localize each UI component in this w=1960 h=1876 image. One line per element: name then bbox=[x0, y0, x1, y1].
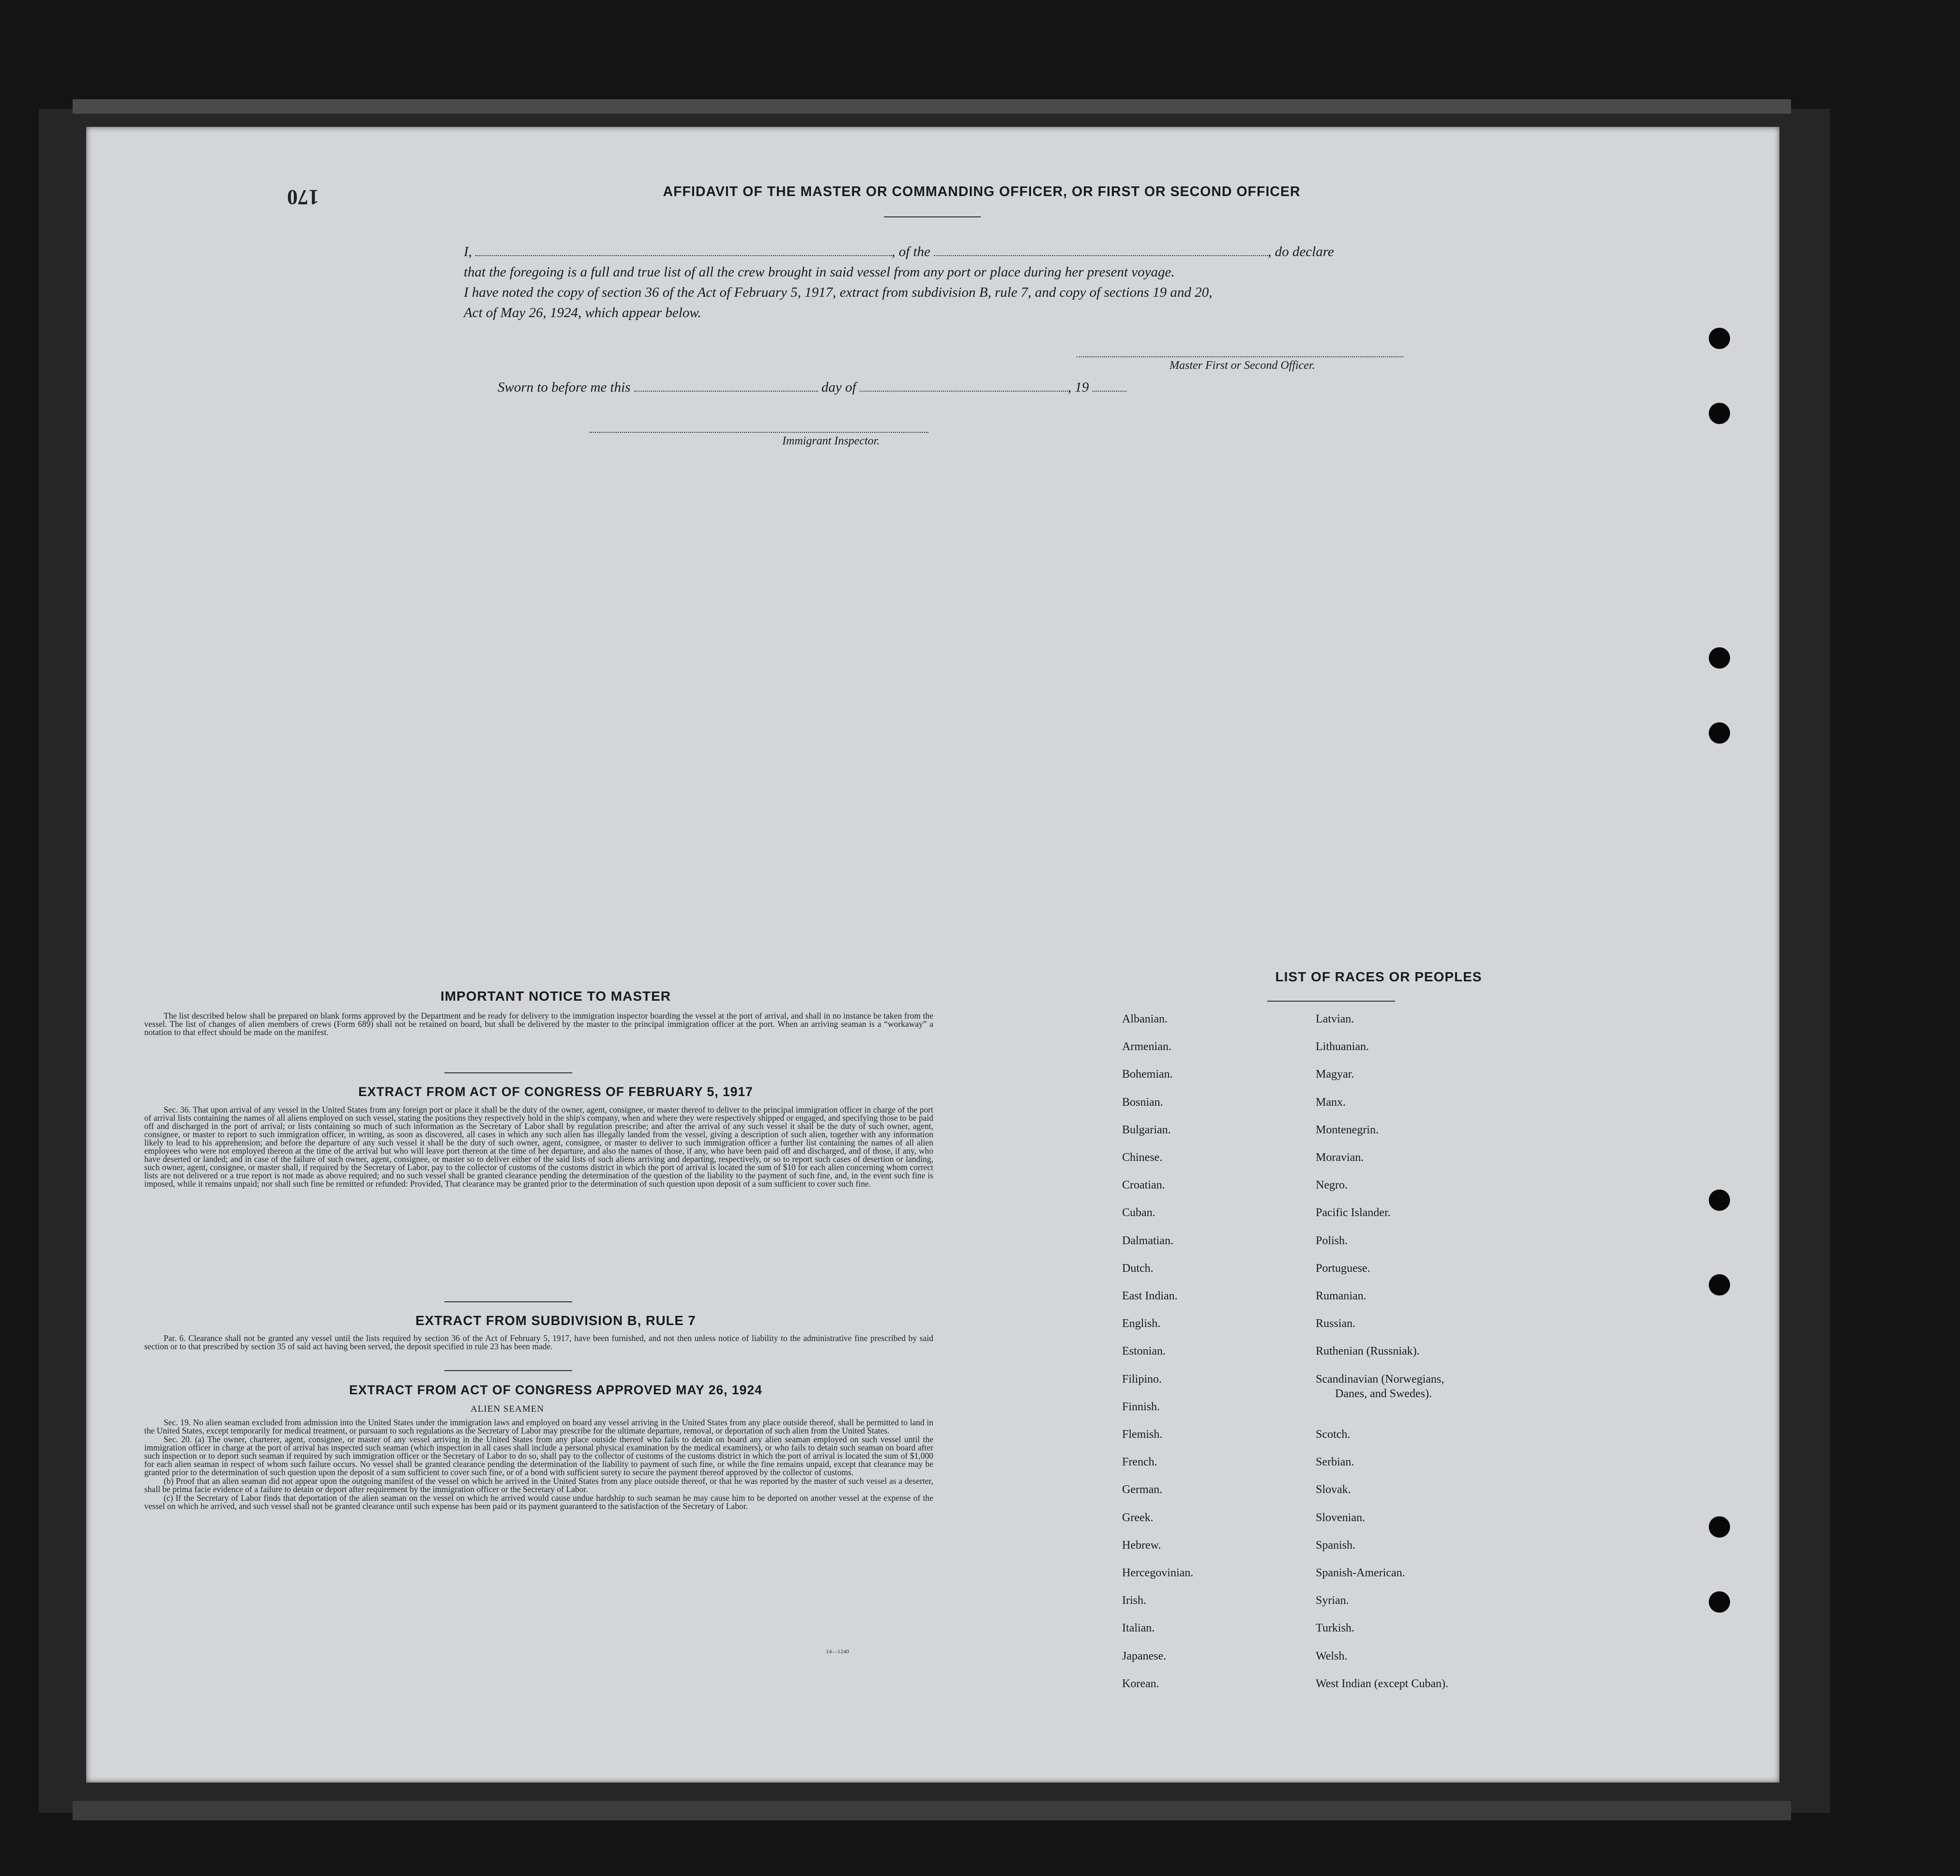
binder-hole bbox=[1709, 1190, 1730, 1211]
race-item: Portuguese. bbox=[1316, 1262, 1370, 1275]
binder-hole bbox=[1709, 1516, 1730, 1538]
affidavit-line-2: that the foregoing is a full and true list of all the crew brought in said vessel from any port or place during her present voyage. bbox=[464, 264, 1175, 280]
form-number: 14—1240 bbox=[826, 1648, 849, 1655]
divider bbox=[444, 1072, 572, 1073]
race-item: Armenian. bbox=[1122, 1040, 1171, 1053]
vessel-blank bbox=[934, 253, 1268, 256]
section-36-paragraph: Sec. 36. That upon arrival of any vessel in the United States from any foreign port or place it shall be the duty of the owner, agent, consignee, or master thereof to deliver to the principal immigration officer in charge of the port of arrival lists containing the names of all aliens employed on such vessel, stating the positions they respectively hold in the ship's company, when and where they were respectively shipped or engaged, and specifying those to be paid off and discharged in the port of arrival; or lists containing so much of such information as the Secretary of Labor shall by regulation prescribe; and after the arrival of any such vessel it shall be the duty of such owner, agent, consignee, or master to report to such immigration officer, in writing, as soon as discovered, all cases in which any such alien has illegally landed from the vessel, giving a description of such alien, together with any information likely to lead to his apprehension; and before the departure of any such vessel it shall be the duty of such owner, agent, consignee, or master to deliver to such immigration officer a further list containing the names of all alien employees who were not employed thereon at the time of the arrival but who will leave port thereon at the time of her departure, and also the names of those, if any, who have been paid off and discharged, and of those, if any, who have deserted or landed; and in case of the failure of such owner, agent, consignee, or master so to deliver either of the said lists of such aliens arriving and departing, respectively, or so to report such cases of desertion or landing, such owner, agent, consignee, or master shall, if required by the Secretary of Labor, pay to the collector of customs of the customs district in which the port of arrival is located the sum of $10 for each alien concerning whom correct lists are not delivered or a true report is not made as above required; and no such vessel shall be granted clearance pending the determination of the question of the liability to the payment of such fine, and, in the event such fine is imposed, while it remains unpaid; nor shall such fine be remitted or refunded: Provided, That clearance may be granted prior to the determination of such question upon deposit of a sum sufficient to cover such fine. bbox=[144, 1105, 933, 1189]
affidavit-of-the: , of the bbox=[892, 244, 930, 259]
section-20b-paragraph: (b) Proof that an alien seaman did not appear upon the outgoing manifest of the vessel on which he arrived in the United States from any place outside thereof, or that he was reported by the master of such vessel as a deserter, shall be prima facie evidence of a failure to detain or deport after requirement by the immigration officer or the Secretary of Labor. bbox=[144, 1476, 933, 1494]
binder-hole bbox=[1709, 722, 1730, 744]
race-item: West Indian (except Cuban). bbox=[1316, 1677, 1448, 1690]
race-item: Negro. bbox=[1316, 1179, 1348, 1192]
section-19-paragraph: Sec. 19. No alien seaman excluded from admission into the United States under the immigration laws and employed on board any vessel arriving in the United States from any place outside thereof, shall be permitted to land in the United States, except temporarily for medical treatment, or pursuant to such regulations as the Secretary of Labor may prescribe for the ultimate departure, removal, or deportation of such alien from the United States. bbox=[144, 1418, 933, 1435]
divider bbox=[444, 1301, 572, 1302]
rule-7-title: EXTRACT FROM SUBDIVISION B, RULE 7 bbox=[415, 1313, 696, 1328]
extract-1917-title: EXTRACT FROM ACT OF CONGRESS OF FEBRUARY 5, 1917 bbox=[358, 1084, 753, 1099]
race-item-continuation: Danes, and Swedes). bbox=[1335, 1387, 1432, 1400]
race-item: Scotch. bbox=[1316, 1428, 1351, 1441]
extract-1924-title: EXTRACT FROM ACT OF CONGRESS APPROVED MAY 26, 1924 bbox=[349, 1383, 762, 1397]
race-item: Ruthenian (Russniak). bbox=[1316, 1345, 1420, 1358]
race-item: Spanish-American. bbox=[1316, 1567, 1405, 1579]
affidavit-do-declare: , do declare bbox=[1268, 244, 1334, 259]
races-title: LIST OF RACES OR PEOPLES bbox=[1275, 969, 1482, 984]
divider bbox=[1267, 1001, 1395, 1002]
race-item: Rumanian. bbox=[1316, 1290, 1367, 1302]
race-item: Italian. bbox=[1122, 1622, 1155, 1635]
race-item: Syrian. bbox=[1316, 1594, 1349, 1607]
binder-hole bbox=[1709, 403, 1730, 424]
extract-1924-text bbox=[144, 1418, 933, 1511]
race-item: Filipino. bbox=[1122, 1373, 1162, 1386]
sworn-day-blank bbox=[634, 389, 818, 392]
race-item: Bulgarian. bbox=[1122, 1123, 1171, 1136]
affidavit-title: AFFIDAVIT OF THE MASTER OR COMMANDING OFFICER, OR FIRST OR SECOND OFFICER bbox=[663, 184, 1301, 199]
race-item: Finnish. bbox=[1122, 1400, 1160, 1413]
race-item: Korean. bbox=[1122, 1677, 1159, 1690]
race-item: Hebrew. bbox=[1122, 1539, 1161, 1552]
race-item: Serbian. bbox=[1316, 1456, 1354, 1469]
race-item: Latvian. bbox=[1316, 1013, 1354, 1025]
inspector-line bbox=[590, 432, 928, 433]
race-item: Bohemian. bbox=[1122, 1068, 1173, 1081]
race-item: French. bbox=[1122, 1456, 1157, 1469]
race-item: Japanese. bbox=[1122, 1649, 1167, 1662]
race-item: Turkish. bbox=[1316, 1622, 1354, 1635]
race-item: Croatian. bbox=[1122, 1179, 1165, 1192]
divider bbox=[884, 216, 981, 217]
race-item: Cuban. bbox=[1122, 1206, 1155, 1220]
sworn-month-blank bbox=[860, 389, 1068, 392]
section-20a-paragraph: Sec. 20. (a) The owner, charterer, agent, consignee, or master of any vessel arriving in the United States from any place outside thereof who fails to detain on board any alien seaman employed on such vessel until the immigration officer in charge at the port of arrival has inspected such seaman (which inspection in all cases shall include a personal physical examination by the medical examiners), or who fails to detain such seaman on board after such inspection or to deport such seaman if required by such immigration officer or the Secretary of Labor to do so, shall pay to the collector of customs of the customs district in which the port of arrival is located the sum of $1,000 for each alien seaman in respect of whom such failure occurs. No vessel shall be granted clearance pending the determination of the liability to payment of such fine, or while the fine remains unpaid, except that clearance may be granted prior to the determination of such question upon the deposit of a sum sufficient to cover such fine, or of a bond with sufficient surety to secure the payment thereof approved by the collector of customs. bbox=[144, 1434, 933, 1477]
affidavit-line-1 bbox=[464, 244, 1488, 260]
race-item: Welsh. bbox=[1316, 1649, 1348, 1662]
race-item: East Indian. bbox=[1122, 1290, 1178, 1302]
notice-paragraph: The list described below shall be prepared on blank forms approved by the Department and be ready for delivery to the immigration inspector boarding the vessel at the port of arrival, and shall in no instance be taken from the vessel. The list of changes of alien members of crews (Form 689) shall not be retained on board, but shall be delivered by the master to the principal immigration officer at the port. When an arriving seaman is a “workaway” a notation to that effect should be made on the manifest. bbox=[144, 1011, 933, 1037]
race-item: Estonian. bbox=[1122, 1345, 1166, 1358]
sworn-label: Sworn to before me this bbox=[498, 380, 631, 395]
race-item: Montenegrin. bbox=[1316, 1123, 1379, 1136]
race-item: Albanian. bbox=[1122, 1013, 1168, 1025]
sworn-day-label: day of bbox=[821, 380, 856, 395]
race-item: Flemish. bbox=[1122, 1428, 1163, 1441]
race-item: Scandinavian (Norwegians, bbox=[1316, 1373, 1444, 1386]
race-item: Russian. bbox=[1316, 1317, 1356, 1330]
name-blank bbox=[475, 253, 892, 256]
sworn-year-blank bbox=[1093, 389, 1126, 392]
race-item: Greek. bbox=[1122, 1511, 1154, 1524]
race-item: Polish. bbox=[1316, 1234, 1348, 1247]
race-item: Dutch. bbox=[1122, 1262, 1154, 1275]
affidavit-line-4: Act of May 26, 1924, which appear below. bbox=[464, 305, 701, 320]
binder-hole bbox=[1709, 1274, 1730, 1296]
rule-7-paragraph: Par. 6. Clearance shall not be granted any vessel until the lists required by section 36 of the Act of February 5, 1917, have been furnished, and not then unless notice of liability to the administrative fine prescribed by said section or to that prescribed by section 35 of said act having been served, the deposit specified in rule 23 has been made. bbox=[144, 1333, 933, 1351]
race-item: Slovenian. bbox=[1316, 1511, 1365, 1524]
frame-edge bbox=[73, 1801, 1791, 1820]
sworn-year-label: , 19 bbox=[1067, 380, 1089, 395]
race-item: German. bbox=[1122, 1483, 1163, 1496]
affidavit-line-3: I have noted the copy of section 36 of the Act of February 5, 1917, extract from subdivision B, rule 7, and copy of sections 19 and 20, bbox=[464, 285, 1213, 300]
divider bbox=[444, 1370, 572, 1371]
inspector-caption: Immigrant Inspector. bbox=[782, 435, 880, 447]
extract-1917-text bbox=[144, 1106, 933, 1189]
race-item: Dalmatian. bbox=[1122, 1234, 1173, 1247]
notice-title: IMPORTANT NOTICE TO MASTER bbox=[440, 989, 671, 1004]
notice-text bbox=[144, 1012, 933, 1037]
race-item: Lithuanian. bbox=[1316, 1040, 1369, 1053]
race-item: Bosnian. bbox=[1122, 1096, 1163, 1109]
signature-caption: Master First or Second Officer. bbox=[1170, 359, 1315, 372]
race-item: Moravian. bbox=[1316, 1151, 1364, 1164]
binder-hole bbox=[1709, 1591, 1730, 1613]
alien-seamen-subtitle: ALIEN SEAMEN bbox=[471, 1404, 544, 1414]
race-item: Slovak. bbox=[1316, 1483, 1351, 1496]
signature-line bbox=[1077, 356, 1403, 357]
binder-hole bbox=[1709, 647, 1730, 669]
race-item: Magyar. bbox=[1316, 1068, 1354, 1081]
race-item: Manx. bbox=[1316, 1096, 1346, 1109]
race-item: Irish. bbox=[1122, 1594, 1146, 1607]
race-item: English. bbox=[1122, 1317, 1161, 1330]
rule-7-text bbox=[144, 1334, 933, 1351]
affidavit-i: I, bbox=[464, 244, 472, 259]
document-page bbox=[86, 127, 1779, 1783]
binder-hole bbox=[1709, 328, 1730, 349]
race-item: Pacific Islander. bbox=[1316, 1206, 1391, 1220]
race-item: Chinese. bbox=[1122, 1151, 1163, 1164]
race-item: Spanish. bbox=[1316, 1539, 1356, 1552]
page-stamp-number: 170 bbox=[287, 185, 319, 209]
race-item: Hercegovinian. bbox=[1122, 1567, 1194, 1579]
sworn-line bbox=[498, 380, 1126, 396]
section-20c-paragraph: (c) If the Secretary of Labor finds that deportation of the alien seaman on the vessel on which he arrived would cause undue hardship to such seaman he may cause him to be deported on another vessel at the expense of the vessel on which he arrived, and such vessel shall not be granted clearance until such expense has been paid or its payment guaranteed to the satisfaction of the Secretary of Labor. bbox=[144, 1493, 933, 1511]
frame-edge bbox=[73, 99, 1791, 114]
